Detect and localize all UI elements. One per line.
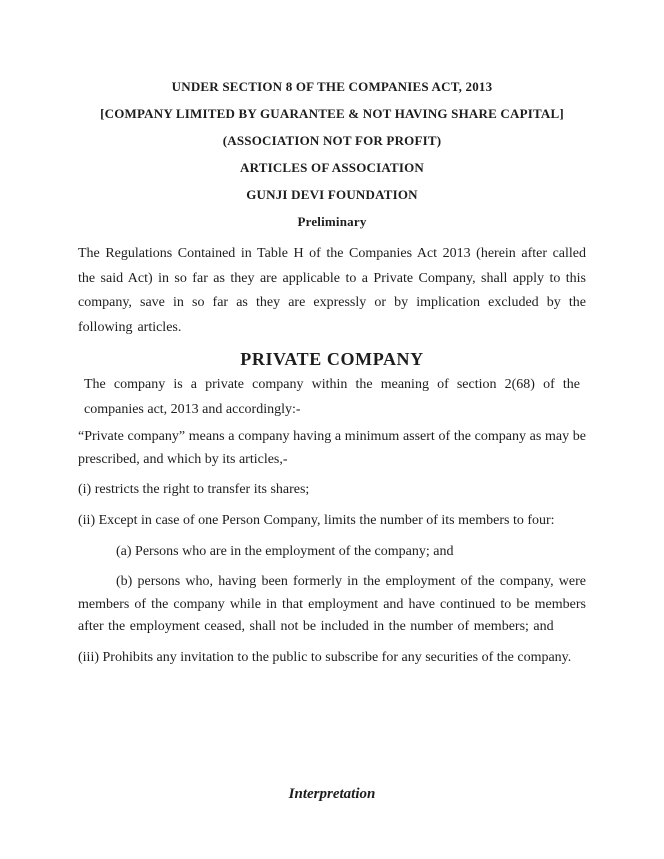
preliminary-paragraph: The Regulations Contained in Table H of the Companies Act 2013 (herein after called the said Act) in so far as they are applicable to a Private Company, shall apply to this company, save in so far as they are expressly or by implication excluded by the following articles. <box>78 246 586 335</box>
heading-articles-of-association: ARTICLES OF ASSOCIATION <box>239 160 425 175</box>
private-company-title: PRIVATE COMPANY <box>240 349 424 369</box>
private-company-definition-paragraph: “Private company” means a company having a minimum assert of the company as may be prescribed, and which by its articles,- <box>78 429 586 467</box>
clause-ii-a: (a) Persons who are in the employment of the company; and <box>116 544 454 559</box>
heading-company-name: GUNJI DEVI FOUNDATION <box>246 187 418 202</box>
heading-preliminary: Preliminary <box>297 214 367 229</box>
heading-company-limited: [COMPANY LIMITED BY GUARANTEE & NOT HAVING SHARE CAPITAL] <box>100 106 564 121</box>
clause-i: (i) restricts the right to transfer its shares; <box>78 482 310 497</box>
private-company-intro-paragraph: The company is a private company within the meaning of section 2(68) of the companies act, 2013 and accordingly:- <box>84 377 580 417</box>
interpretation-heading: Interpretation <box>288 785 376 802</box>
page-content <box>78 0 586 803</box>
heading-association-not-for-profit: (ASSOCIATION NOT FOR PROFIT) <box>222 133 442 148</box>
heading-under-section: UNDER SECTION 8 OF THE COMPANIES ACT, 2013 <box>171 79 493 94</box>
clause-iii: (iii) Prohibits any invitation to the public to subscribe for any securities of the company. <box>78 649 572 665</box>
clause-ii: (ii) Except in case of one Person Company, limits the number of its members to four: <box>78 513 555 528</box>
clause-ii-b: (b) persons who, having been formerly in the employment of the company, were members of the company while in that employment and have continued to be members after the employment ceased, shall not be included in the number of members; and <box>78 574 586 634</box>
